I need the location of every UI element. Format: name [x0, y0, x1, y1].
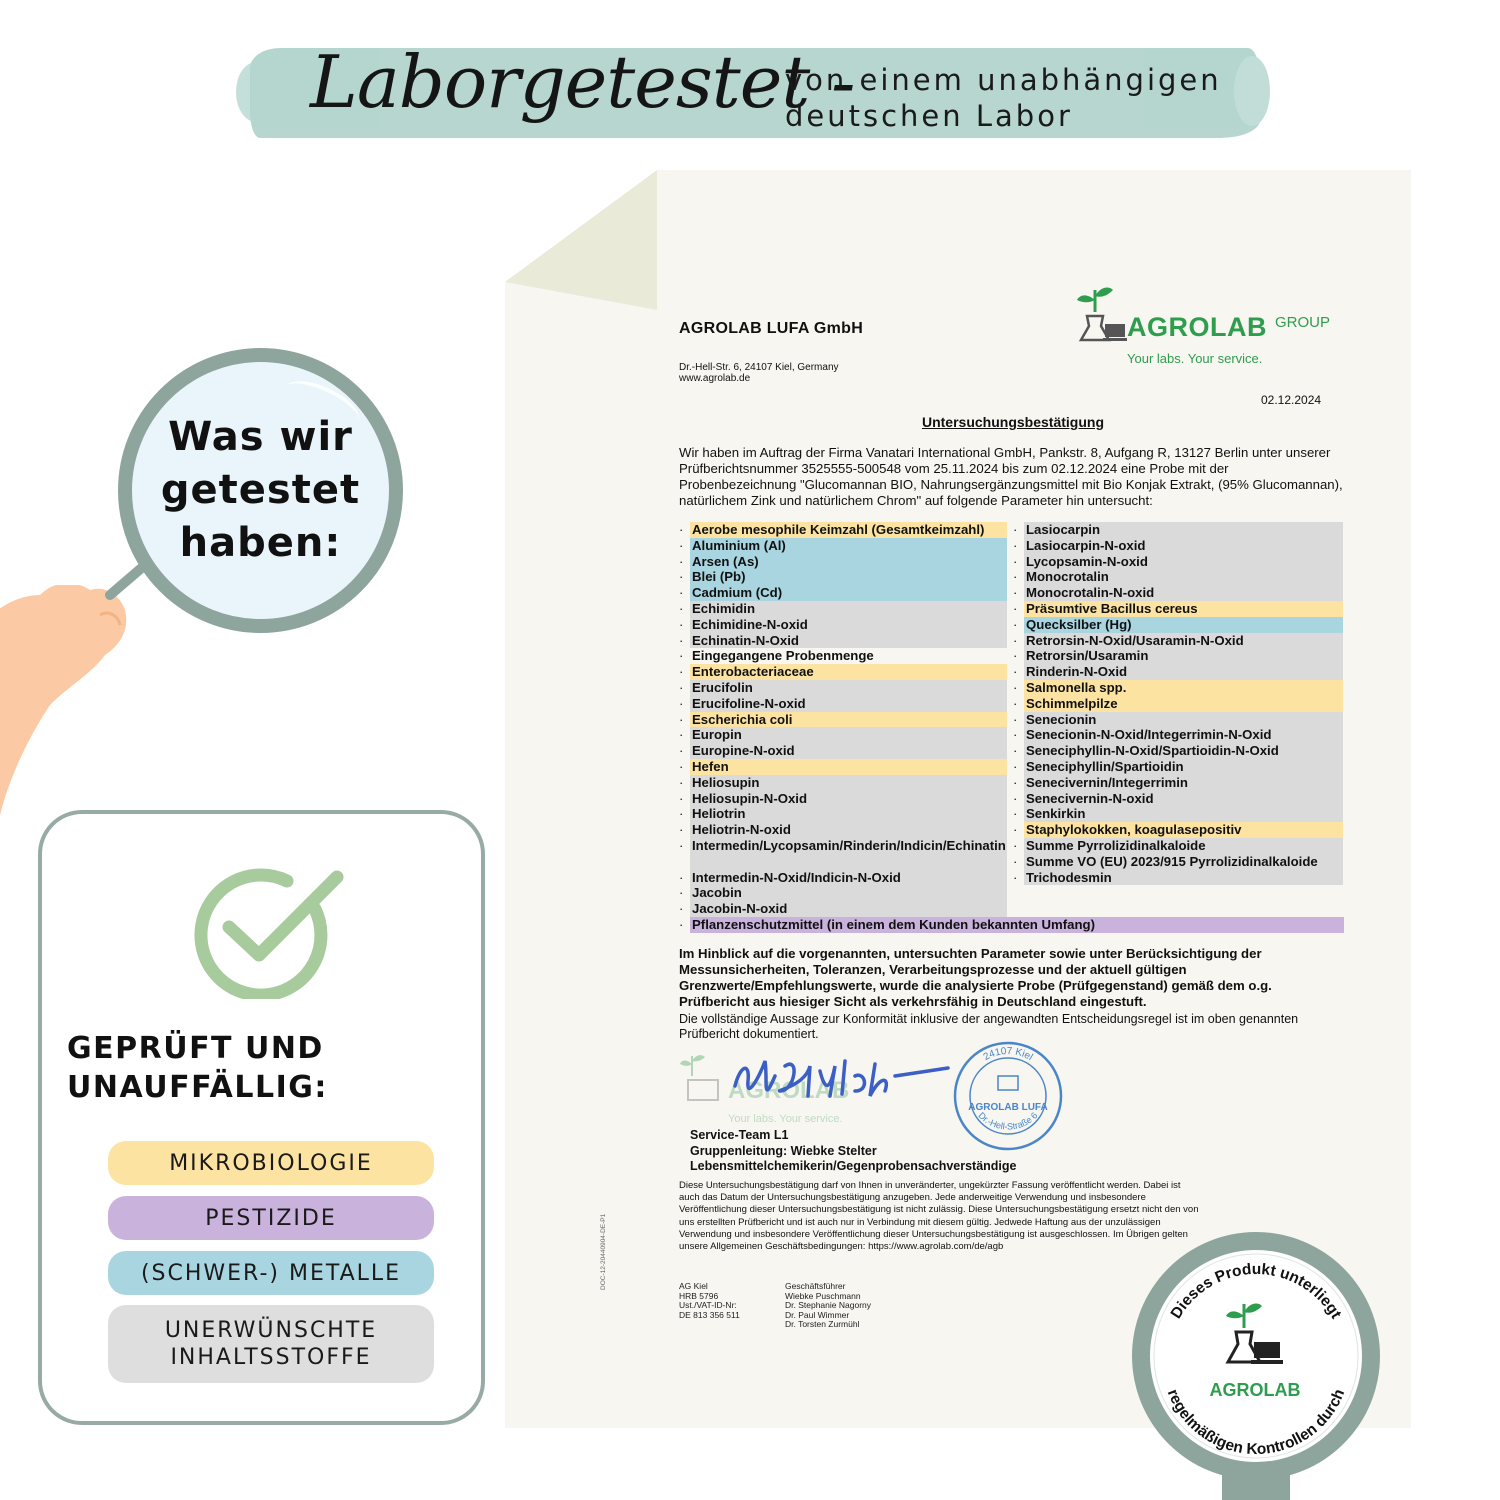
parameter-item: · Staphylokokken, koagulasepositiv: [1013, 822, 1343, 838]
svg-text:24107 Kiel: 24107 Kiel: [981, 1045, 1035, 1064]
svg-text:Your labs. Your service.: Your labs. Your service.: [728, 1113, 843, 1125]
parameter-item: · Lasiocarpin-N-oxid: [1013, 538, 1343, 554]
document-conformity: Die vollständige Aussage zur Konformität inklusive der angewandten Entscheidungsregel ist im oben genannten Prüfbericht dokumentiert.: [679, 1012, 1299, 1041]
parameter-item: · Erucifolin: [679, 680, 1007, 696]
parameter-item: · Enterobacteriaceae: [679, 664, 1007, 680]
parameter-item: · Escherichia coli: [679, 712, 1007, 728]
legend-pill-microbiology: MIKROBIOLOGIE: [108, 1141, 434, 1185]
logo-tagline: Your labs. Your service.: [1127, 351, 1263, 366]
parameter-pesticides: [679, 917, 1344, 933]
parameter-item: · Hefen: [679, 759, 1007, 775]
parameter-item: · Cadmium (Cd): [679, 585, 1007, 601]
parameter-item: · Präsumtive Bacillus cereus: [1013, 601, 1343, 617]
agrolab-logo: [1075, 282, 1345, 368]
document-intro: Wir haben im Auftrag der Firma Vanatari International GmbH, Pankstr. 8, Aufgang R, 13127 Berlin unter unserer Prüfberichtsnummer 3525555-500548 vom 25.11.2024 bis zum 02.12.2024 eine Probe mit der Probenbezeichnung "Glucomannan BIO, Nahrungsergänzungsmittel mit Bio Konjak Extrakt, (95% Glucomannan), natürlichem Zink und natürlichem Chrom" auf folgende Parameter hin untersucht:: [679, 445, 1343, 508]
magnifier-text: Was wir getestet haben:: [160, 414, 361, 566]
parameter-item: · Summe Pyrrolizidinalkaloide: [1013, 838, 1343, 854]
headline: Laborgetestet -: [310, 40, 855, 124]
parameter-item: · Heliosupin: [679, 775, 1007, 791]
parameter-item: · Heliotrin: [679, 806, 1007, 822]
signature-team: Service-Team L1 Gruppenleitung: Wiebke Stelter Lebensmittelchemikerin/Gegenprobensachverständige: [690, 1128, 1017, 1173]
check-circle-icon: [187, 859, 347, 999]
magnifier-lens: [118, 348, 403, 633]
logo-group: GROUP: [1275, 314, 1331, 331]
parameter-item: · Schimmelpilze: [1013, 696, 1343, 712]
legend-pill-metals: (SCHWER-) METALLE: [108, 1251, 434, 1295]
subline: von einem unabhängigen deutschen Labor: [785, 63, 1222, 133]
parameter-item: · Seneciphyllin-N-Oxid/Spartioidin-N-Oxid: [1013, 743, 1343, 759]
parameter-item: · Jacobin-N-oxid: [679, 901, 1007, 917]
hand-illustration: [0, 585, 140, 815]
document-date: 02.12.2024: [1261, 393, 1322, 407]
parameter-item: · Blei (Pb): [679, 569, 1007, 585]
legend-box: [38, 810, 485, 1425]
parameter-item: · Intermedin-N-Oxid/Indicin-N-Oxid: [679, 870, 1007, 886]
legend-pill-pesticides: PESTIZIDE: [108, 1196, 434, 1240]
parameter-item: · Retrorsin/Usaramin: [1013, 648, 1343, 664]
parameter-item: · Senkirkin: [1013, 806, 1343, 822]
document-fineprint: Diese Untersuchungsbestätigung darf von Ihnen in unveränderter, ungekürzter Fassung veröffentlicht werden. Dabei ist auch das Datum der Untersuchungsbestätigung anzugeben. Jede anderweitige Verwendung und insbesondere Veröffentlichung dieser Untersuchungsbestätigung ist nicht zulässig. Diese Untersuchungsbestätigung ersetzt nicht den von uns erstellten Prüfbericht und ist auch nur in Verbindung mit diesem gültig. Jedwede Haftung aus der unzulässigen Verwendung und insbesondere Veröffentlichung dieser Untersuchungsbestätigung ist ausgeschlossen. Im Übrigen gelten unsere Allgemeinen Geschäftsbedingungen: https://www.agrolab.com/de/agb: [679, 1180, 1199, 1253]
legend-pill-undesired-substances: UNERWÜNSCHTE INHALTSSTOFFE: [108, 1305, 434, 1383]
parameter-item: · Senecionin: [1013, 712, 1343, 728]
svg-text:regelmäßigen Kontrollen durch: regelmäßigen Kontrollen durch: [1163, 1386, 1349, 1459]
parameter-item: · Lycopsamin-N-oxid: [1013, 554, 1343, 570]
parameter-item: · Europin: [679, 727, 1007, 743]
parameter-item: · Echimidine-N-oxid: [679, 617, 1007, 633]
parameter-item: · Monocrotalin: [1013, 569, 1343, 585]
parameter-item: · Quecksilber (Hg): [1013, 617, 1343, 633]
seal-brand: AGROLAB: [1209, 1380, 1301, 1400]
parameter-item: · Europine-N-oxid: [679, 743, 1007, 759]
parameter-item: · Senecivernin-N-oxid: [1013, 791, 1343, 807]
parameter-item: · Arsen (As): [679, 554, 1007, 570]
agrolab-seal: [1132, 1232, 1380, 1480]
svg-text:Dr.-Hell-Straße 6: Dr.-Hell-Straße 6: [976, 1110, 1040, 1132]
parameter-item: · Pflanzenschutzmittel (in einem dem Kunden bekannten Umfang): [679, 917, 1344, 933]
parameter-item: · Eingegangene Probenmenge: [679, 648, 1007, 664]
parameter-item: · Rinderin-N-Oxid: [1013, 664, 1343, 680]
parameter-item: · Retrorsin-N-Oxid/Usaramin-N-Oxid: [1013, 633, 1343, 649]
parameter-item: · Echinatin-N-Oxid: [679, 633, 1007, 649]
parameter-item: · Senecivernin/Integerrimin: [1013, 775, 1343, 791]
parameter-item: · Intermedin/Lycopsamin/Rinderin/Indicin/Echinatin: [679, 838, 1007, 870]
document-code: DOC-12-20440904-DE-P1: [600, 1213, 607, 1290]
parameter-item: · Heliotrin-N-oxid: [679, 822, 1007, 838]
registry-info: AG Kiel HRB 5796 Ust./VAT-ID-Nr: DE 813 356 511: [679, 1281, 740, 1320]
logo-wordmark: AGROLAB: [1127, 312, 1267, 342]
parameter-item: · Salmonella spp.: [1013, 680, 1343, 696]
parameter-item: · Senecionin-N-Oxid/Integerrimin-N-Oxid: [1013, 727, 1343, 743]
document-title: Untersuchungsbestätigung: [921, 414, 1104, 430]
parameter-item: · Jacobin: [679, 885, 1007, 901]
parameter-list-right: [1013, 522, 1343, 885]
parameter-item: · Aluminium (Al): [679, 538, 1007, 554]
parameter-item: · Heliosupin-N-Oxid: [679, 791, 1007, 807]
lab-plant-icon: [1075, 282, 1127, 344]
parameter-item: · Erucifoline-N-oxid: [679, 696, 1007, 712]
svg-text:AGROLAB: AGROLAB: [728, 1077, 850, 1104]
lab-address: Dr.-Hell-Str. 6, 24107 Kiel, Germany www.agrolab.de: [679, 362, 839, 384]
parameter-item: · Echimidin: [679, 601, 1007, 617]
svg-text:Dieses Produkt unterliegt: Dieses Produkt unterliegt: [1167, 1260, 1345, 1322]
parameter-list-left: [679, 522, 1007, 917]
legend-title: GEPRÜFT UND UNAUFFÄLLIG:: [67, 1031, 328, 1105]
parameter-item: · Monocrotalin-N-oxid: [1013, 585, 1343, 601]
parameter-item: · Aerobe mesophile Keimzahl (Gesamtkeimzahl): [679, 522, 1007, 538]
parameter-item: · Summe VO (EU) 2023/915 Pyrrolizidinalkaloide: [1013, 854, 1343, 870]
lab-company-name: AGROLAB LUFA GmbH: [679, 320, 864, 337]
document-verdict: Im Hinblick auf die vorgenannten, untersuchten Parameter sowie unter Berücksichtigung der Messunsicherheiten, Toleranzen, Verarbeitungsprozesse und der aktuell gültigen Grenzwerte/Empfehlungswerte, wurde die analysierte Probe (Prüfgegenstand) gemäß dem o.g. Prüfbericht aus hiesiger Sicht als verkehrsfähig in Deutschland eingestuft.: [679, 946, 1272, 1009]
managing-directors: Geschäftsführer Wiebke Puschmann Dr. Stephanie Nagorny Dr. Paul Wimmer Dr. Torsten Zurmühl: [785, 1281, 871, 1329]
parameter-item: · Lasiocarpin: [1013, 522, 1343, 538]
parameter-item: · Trichodesmin: [1013, 870, 1343, 886]
svg-text:AGROLAB LUFA: AGROLAB LUFA: [968, 1102, 1048, 1113]
parameter-item: · Seneciphyllin/Spartioidin: [1013, 759, 1343, 775]
